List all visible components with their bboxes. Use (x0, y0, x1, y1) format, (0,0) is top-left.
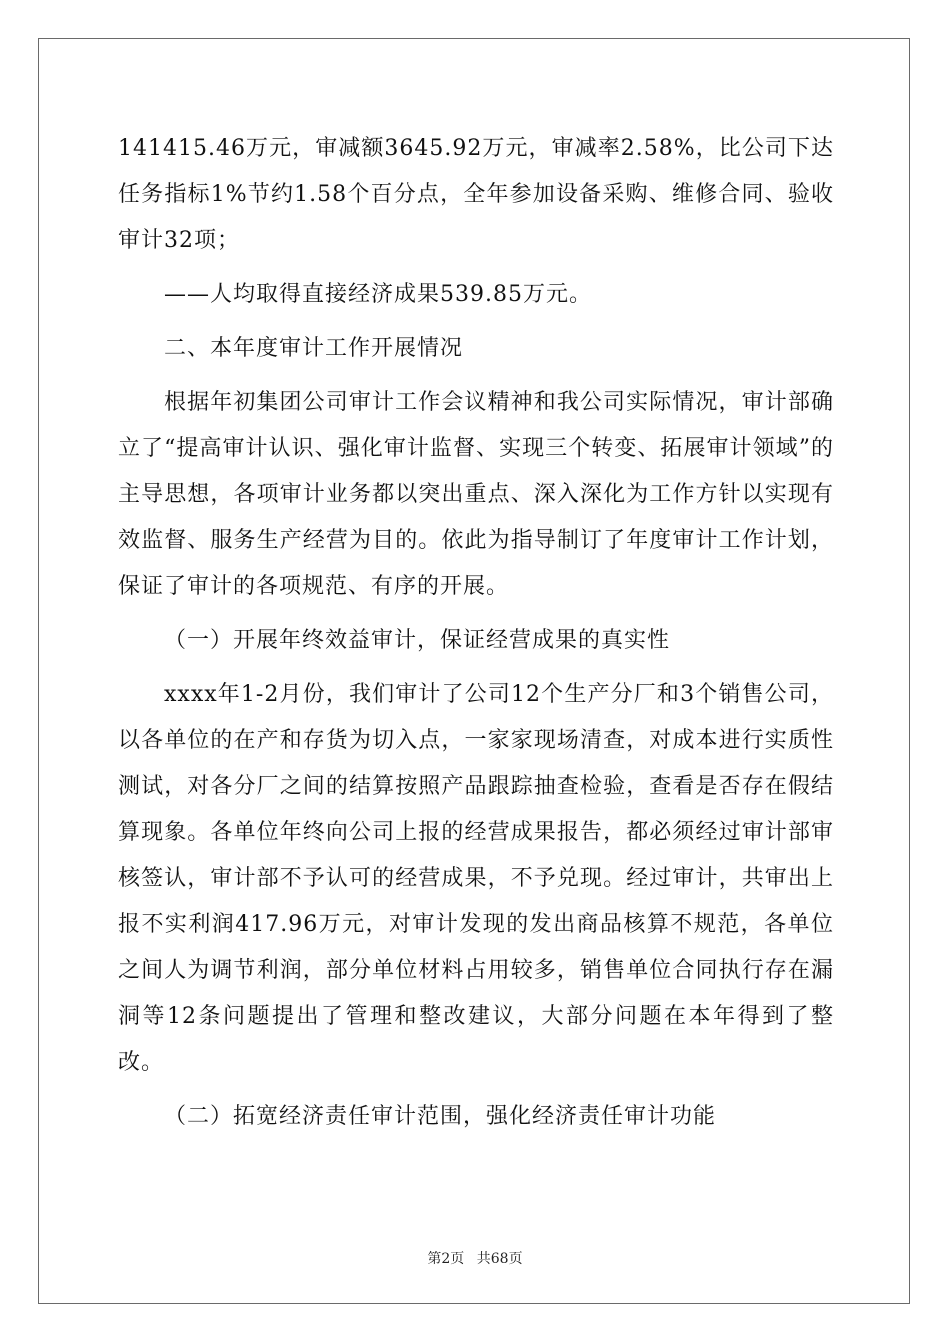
paragraph-3: 根据年初集团公司审计工作会议精神和我公司实际情况，审计部确立了“提高审计认识、强化审计监督、实现三个转变、拓展审计领域”的主导思想，各项审计业务都以突出重点、深入深化为工作方针以实现有效监督、服务生产经营为目的。依此为指导制订了年度审计工作计划，保证了审计的各项规范、有序的开展。 (118, 390, 834, 599)
paragraph-4: xxxx年1-2月份，我们审计了公司12个生产分厂和3个销售公司，以各单位的在产和存货为切入点，一家家现场清查，对成本进行实质性测试，对各分厂之间的结算按照产品跟踪抽查检验，查看是否存在假结算现象。各单位年终向公司上报的经营成果报告，都必须经过审计部审核签认，审计部不予认可的经营成果，不予兑现。经过审计，共审出上报不实利润417.96万元，对审计发现的发出商品核算不规范，各单位之间人为调节利润，部分单位材料占用较多，销售单位合同执行存在漏洞等12条问题提出了管理和整改建议，大部分问题在本年得到了整改。 (118, 682, 834, 1075)
page-footer (0, 1248, 950, 1268)
subsection-heading-2: （二）拓宽经济责任审计范围，强化经济责任审计功能 (164, 1104, 717, 1129)
paragraph-1: 141415.46万元，审减额3645.92万元，审减率2.58%，比公司下达任务指标1%节约1.58个百分点，全年参加设备采购、维修合同、验收审计32项； (118, 136, 834, 253)
paragraph-2: ——人均取得直接经济成果539.85万元。 (164, 282, 592, 307)
current-page-number: 第2页 (427, 1251, 465, 1267)
total-page-count: 共68页 (476, 1251, 523, 1267)
subsection-heading-1: （一）开展年终效益审计，保证经营成果的真实性 (164, 628, 671, 653)
section-heading-2: 二、本年度审计工作开展情况 (164, 336, 464, 361)
document-body (118, 126, 834, 1140)
